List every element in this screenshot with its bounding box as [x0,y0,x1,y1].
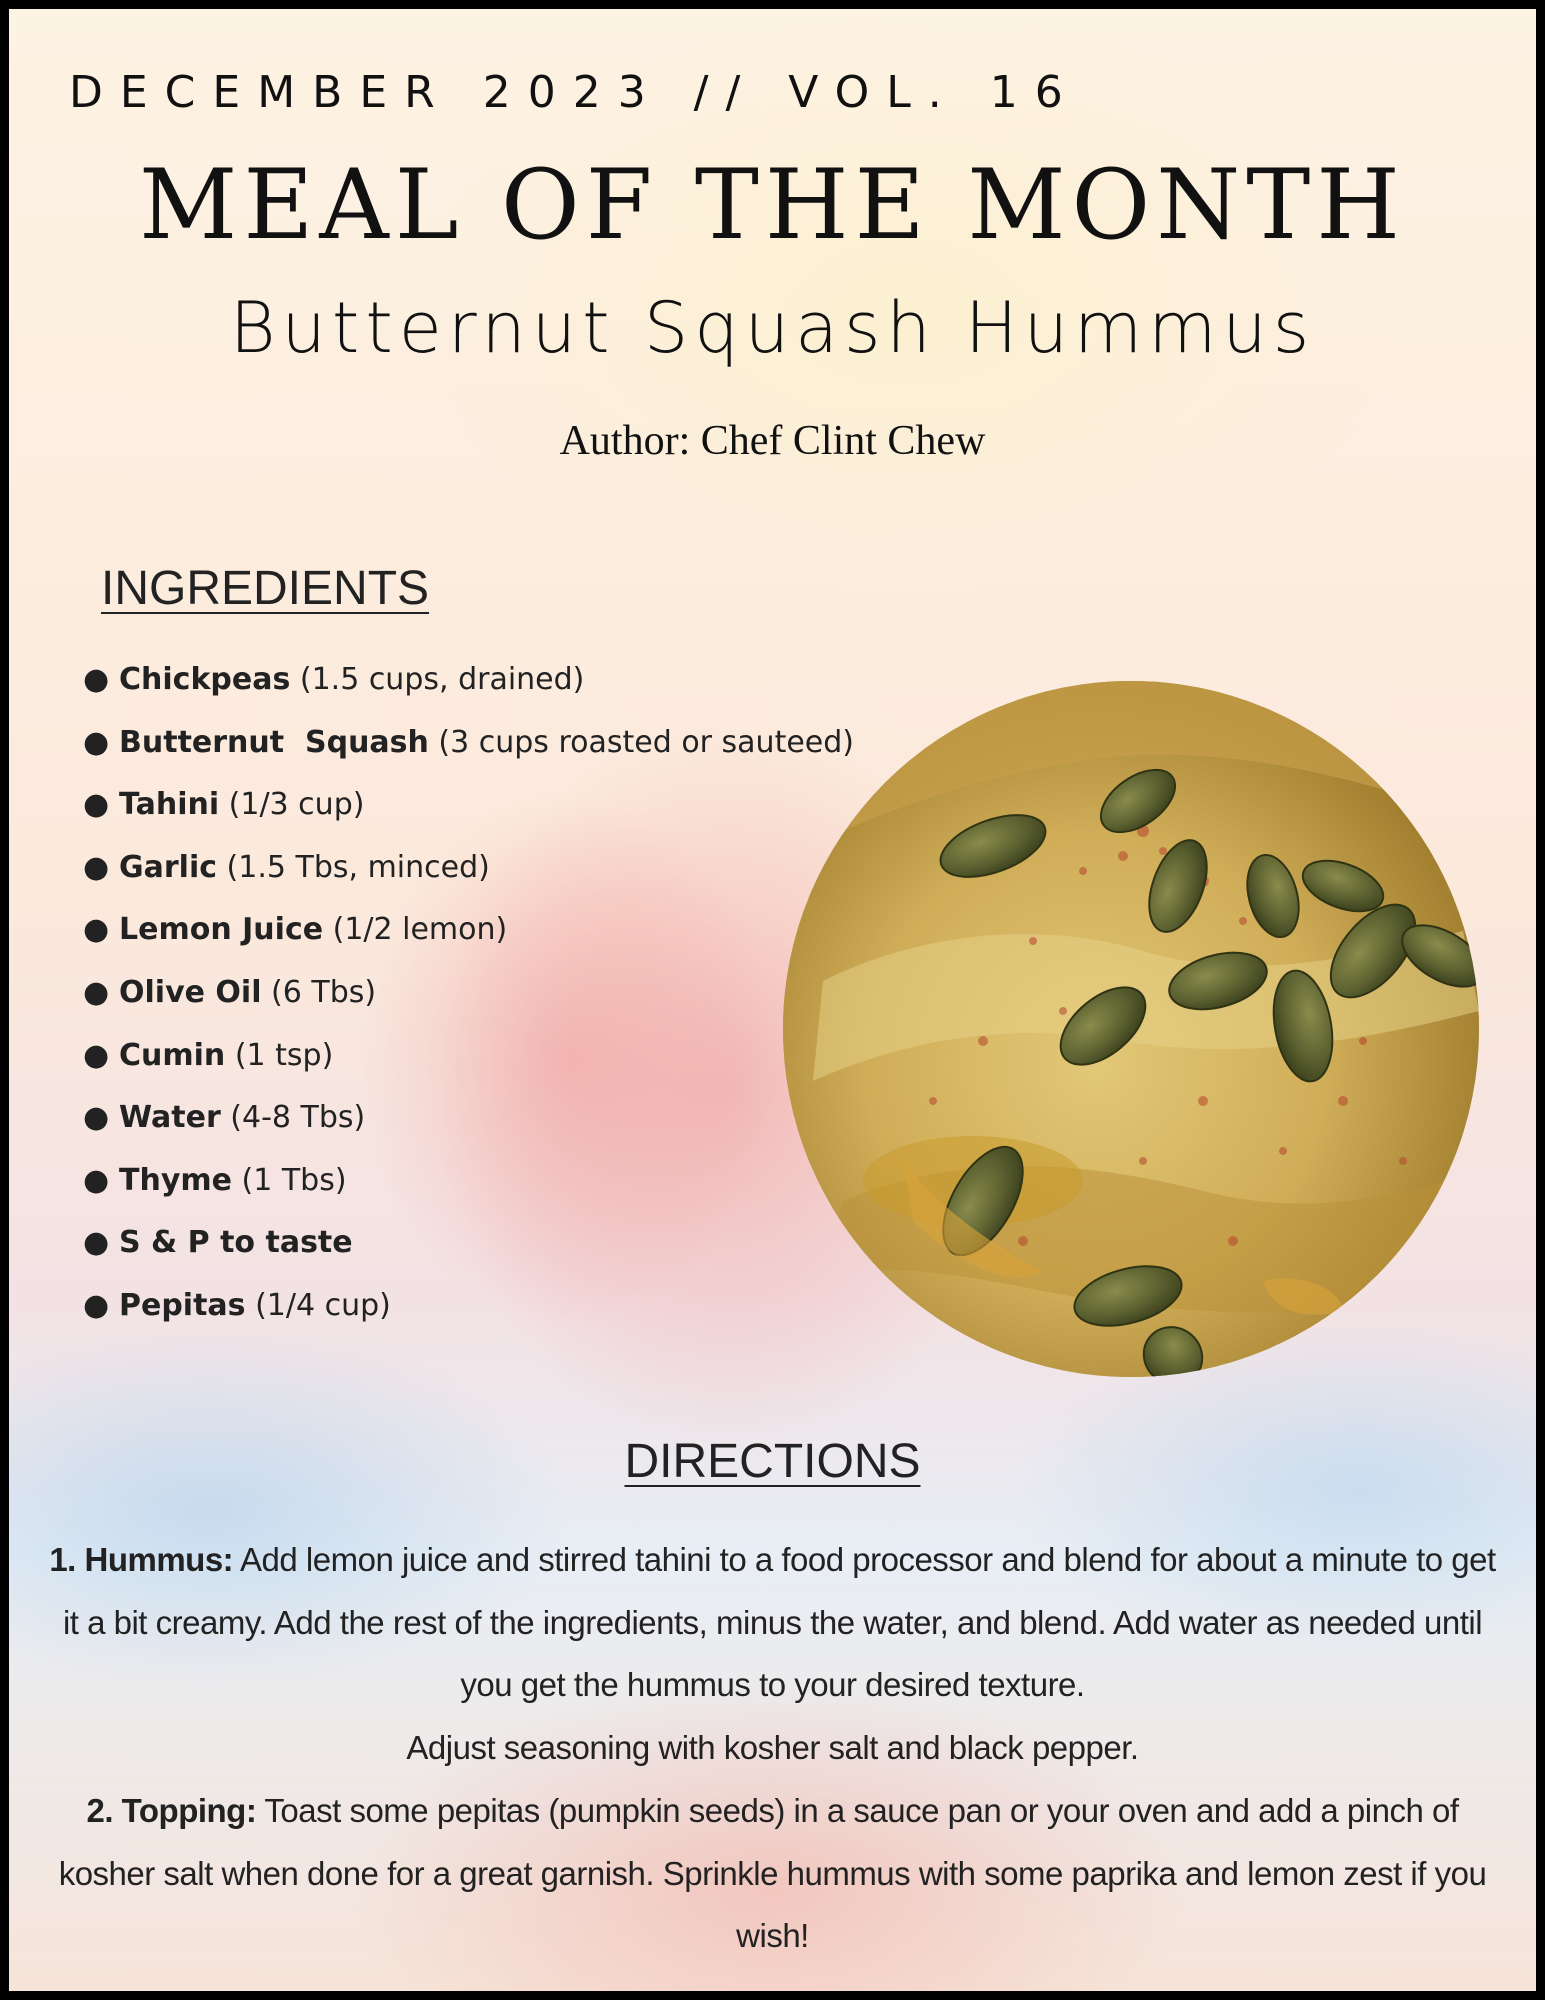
direction-step-1 [39,1529,1506,1717]
bullet-icon: ● [83,1162,110,1198]
hummus-illustration [783,681,1479,1377]
ingredient-item [83,899,854,962]
step-2-label: 2. Topping: [86,1791,257,1829]
ingredient-detail: (1.5 Tbs, minced) [217,849,490,885]
ingredient-name: S & P to taste [119,1225,353,1261]
directions-heading [9,1434,1536,1489]
ingredient-detail: (1 Tbs) [231,1162,347,1198]
ingredient-detail: (4-8 Tbs) [220,1100,366,1136]
ingredient-item [83,962,854,1025]
ingredient-name: Tahini [119,787,220,823]
bullet-icon: ● [83,912,110,948]
issue-kicker: DECEMBER 2023 // VOL. 16 [69,67,1080,118]
ingredient-item [83,774,854,837]
step-1-text: Add lemon juice and stirred tahini to a food processor and blend for about a minute to get it a bit creamy. Add the rest of the ingredients, minus the water, and blend. Add water as needed until you get the hummus to your desired texture. [62,1541,1496,1704]
recipe-title: Butternut Squash Hummus [229,287,1316,369]
ingredient-name: Thyme [119,1162,232,1198]
ingredient-name: Olive Oil [119,974,262,1010]
ingredient-item [83,837,854,900]
ingredient-detail: (1.5 cups, drained) [290,662,585,697]
directions-heading-text: DIRECTIONS [624,1435,921,1488]
author-line: Author: Chef Clint Chew [559,418,986,464]
ingredient-item [83,1087,854,1150]
ingredient-name: Cumin [119,1037,226,1073]
bullet-icon: ● [83,1037,110,1073]
ingredient-name: Lemon Juice [119,912,324,948]
ingredient-name: Water [119,1100,221,1136]
bullet-icon: ● [83,1287,110,1323]
bullet-icon: ● [83,849,110,885]
ingredient-item [83,712,854,775]
ingredient-name: Butternut Squash [119,724,429,760]
ingredients-list [83,649,854,1338]
direction-step-1-extra: Adjust seasoning with kosher salt and black pepper. [406,1729,1139,1767]
ingredient-item [83,1150,854,1213]
ingredient-item [83,649,854,712]
ingredient-name: Garlic [119,849,218,885]
bullet-icon: ● [83,724,110,760]
ingredient-detail: (1/4 cup) [245,1287,391,1323]
ingredient-detail: (1/3 cup) [219,787,365,823]
ingredient-name: Pepitas [119,1287,246,1323]
ingredient-item [83,1025,854,1088]
hummus-photo [783,681,1479,1377]
ingredients-heading: INGREDIENTS [101,562,430,615]
ingredient-item [83,1275,854,1338]
bullet-icon: ● [83,1100,110,1136]
bullet-icon: ● [83,662,110,697]
ingredient-detail: (6 Tbs) [261,974,377,1010]
page-title: MEAL OF THE MONTH [139,149,1406,261]
bullet-icon: ● [83,1225,110,1261]
direction-step-2 [39,1780,1506,1968]
step-2-text: Toast some pepitas (pumpkin seeds) in a sauce pan or your oven and add a pinch of kosher salt when done for a great garnish. Sprinkle hummus with some paprika and lemon zest if you wish! [58,1791,1487,1955]
directions-text [39,1529,1506,1968]
ingredient-detail: (1 tsp) [225,1037,334,1073]
ingredient-detail: (1/2 lemon) [323,912,508,948]
step-1-label: 1. Hummus: [49,1541,234,1578]
ingredient-detail: (3 cups roasted or sauteed) [428,724,854,760]
bullet-icon: ● [83,787,110,823]
ingredient-name: Chickpeas [119,662,291,697]
ingredient-item [83,1212,854,1275]
bullet-icon: ● [83,974,110,1010]
